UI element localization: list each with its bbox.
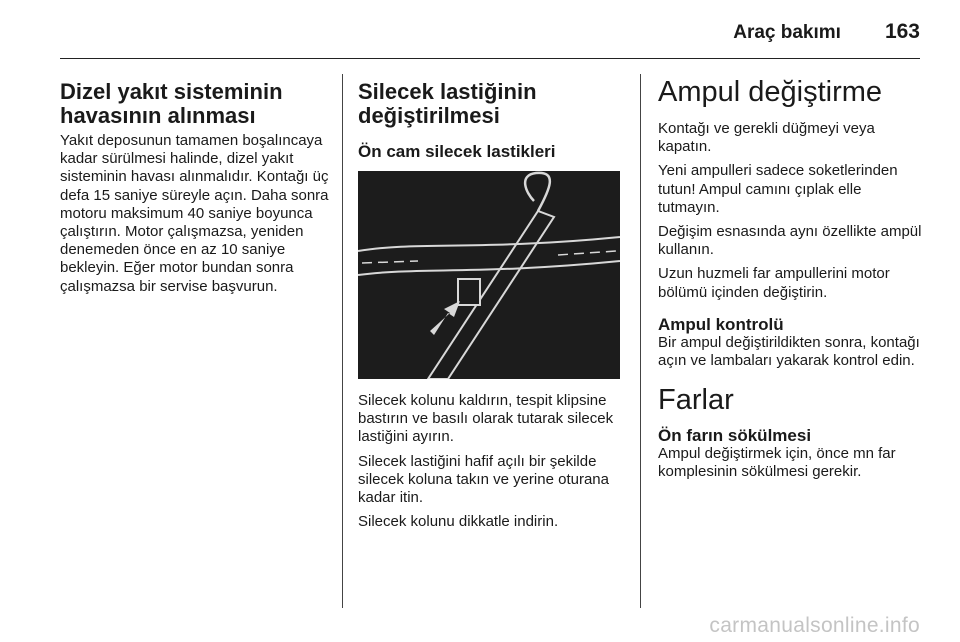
header-rule xyxy=(60,58,920,59)
bulb-paragraph-4: Uzun huzmeli far ampullerini motor bölümü içinden değiştirin. xyxy=(658,265,890,301)
watermark: carmanualsonline.info xyxy=(709,614,920,637)
page-number: 163 xyxy=(884,20,920,43)
column-wiper-blade xyxy=(358,74,624,531)
column-divider-1 xyxy=(342,74,343,608)
bulb-paragraph-3: Değişim esnasında aynı özellikte ampül kullanın. xyxy=(658,223,922,259)
diesel-heading: Dizel yakıt sisteminin havasının alınması xyxy=(60,79,283,128)
bulb-heading: Ampul değiştirme xyxy=(658,76,883,108)
bulb-paragraph-2: Yeni ampulleri sadece soketlerinden tutun! Ampul camını çıplak elle tutmayın. xyxy=(658,162,898,216)
bulb-check-heading: Ampul kontrolü xyxy=(658,314,784,334)
illustration-background xyxy=(358,171,620,379)
column-divider-2 xyxy=(640,74,641,608)
headlights-heading: Farlar xyxy=(658,384,734,417)
diesel-paragraph: Yakıt deposunun tamamen boşalıncaya kadar sürülmesi halinde, dizel yakıt sisteminin havası alınmalıdır. Kontağı üç defa 15 saniye süreyle açın. Daha sonra motoru maksimum 40 saniye boyunca çalıştırın. Motor çalışmazsa, yeniden denemeden önce en az 10 saniye bekleyin. Eğer motor bundan sonra çalışmazsa bir servise başvurun. xyxy=(60,132,329,295)
page-header xyxy=(60,20,920,44)
column-bulb-replacement xyxy=(658,74,924,482)
retaining-clip xyxy=(458,279,480,305)
bulb-check-paragraph: Bir ampul değiştirildikten sonra, kontağı açın ve lambaları yakarak kontrol edin. xyxy=(658,333,920,370)
wiper-paragraph-1: Silecek kolunu kaldırın, tespit klipsine bastırın ve basılı olarak tutarak silecek lastiğini ayırın. xyxy=(358,392,614,446)
headlight-removal-paragraph: Ampul değiştirmek için, önce mn far komplesinin sökülmesi gerekir. xyxy=(658,445,896,481)
section-title: Araç bakımı xyxy=(733,22,841,43)
headlight-removal-heading: Ön farın sökülmesi xyxy=(658,426,812,446)
wiper-paragraph-3: Silecek kolunu dikkatle indirin. xyxy=(358,513,559,531)
column-diesel-bleeding xyxy=(60,74,332,296)
bulb-paragraph-1: Kontağı ve gerekli düğmeyi veya kapatın. xyxy=(658,120,875,156)
wiper-paragraph-2: Silecek lastiğini hafif açılı bir şekilde silecek koluna takın ve yerine oturana kadar itin. xyxy=(358,452,609,507)
wiper-blade-illustration xyxy=(358,171,620,379)
wiper-heading: Silecek lastiğinin değiştirilmesi xyxy=(358,79,537,128)
wiper-subheading: Ön cam silecek lastikleri xyxy=(358,142,556,161)
